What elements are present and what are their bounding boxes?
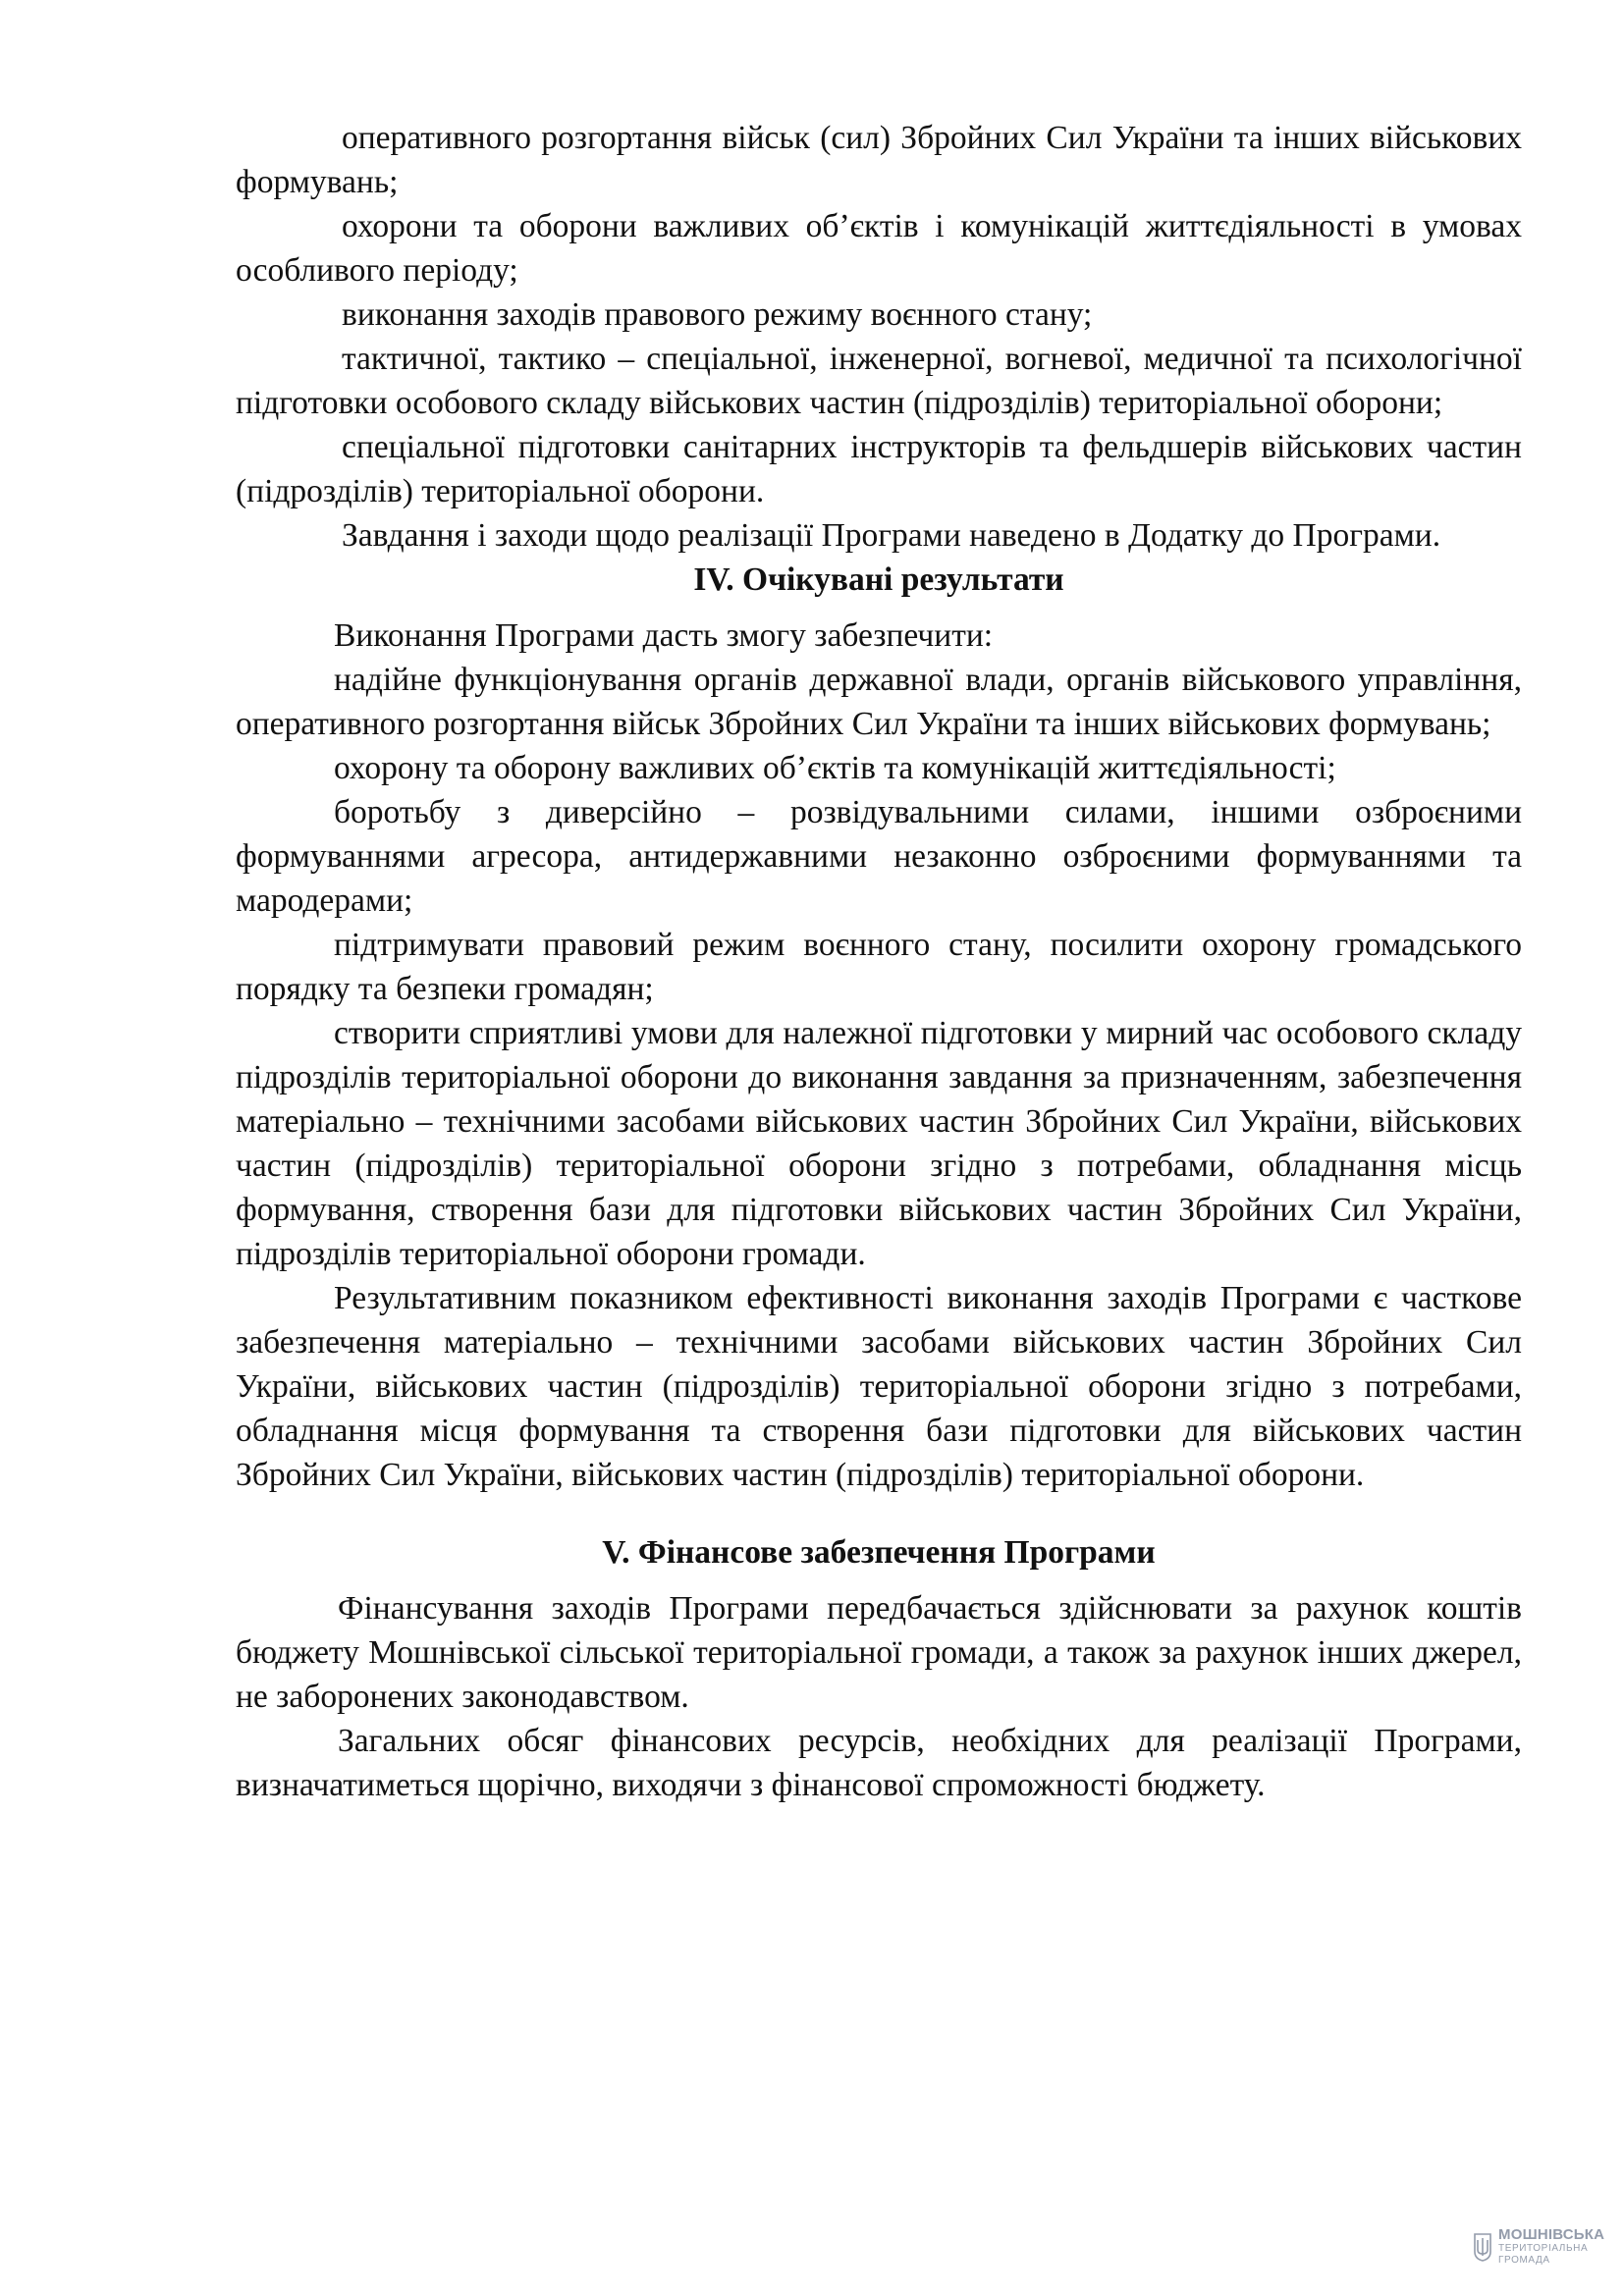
section4-item-5: створити сприятливі умови для належної підготовки у мирний час особового складу підрозділів територіальної оборони до виконання завдання за призначенням, забезпечення матеріально – технічними засобами військових частин Збройних Сил України, військових частин (підрозділів) територіальної оборони згідно з потребами, обладнання місць формування, створення бази для підготовки військових частин Збройних Сил України, підрозділів територіальної оборони громади.	[236, 1015, 1522, 1272]
section4-result-paragraph: Результативним показником ефективності виконання заходів Програми є часткове забезпечення матеріально – технічними засобами військових частин Збройних Сил України, військових частин (підрозділів) територіальної оборони згідно з потребами, обладнання місця формування та створення бази підготовки для військових частин Збройних Сил України, військових частин (підрозділів) територіальної оборони.	[236, 1280, 1522, 1493]
section5-heading: V. Фінансове забезпечення Програми	[602, 1534, 1156, 1571]
watermark-line-1: МОШНІВСЬКА	[1498, 2226, 1605, 2243]
watermark-line-2: ТЕРИТОРІАЛЬНА	[1498, 2243, 1589, 2254]
watermark-text	[1498, 2227, 1604, 2266]
section3-closing: Завдання і заходи щодо реалізації Програми наведено в Додатку до Програми.	[342, 517, 1441, 554]
document-page	[236, 116, 1522, 1807]
community-watermark	[1473, 2227, 1604, 2266]
section4-intro: Виконання Програми дасть змогу забезпечити:	[334, 617, 994, 654]
section3-item-5: спеціальної підготовки санітарних інструкторів та фельдшерів військових частин (підрозділів) територіальної оборони.	[236, 429, 1522, 509]
section4-item-2: охорону та оборону важливих об’єктів та комунікацій життєдіяльності;	[334, 750, 1336, 786]
section3-item-2: охорони та оборони важливих об’єктів і комунікацій життєдіяльності в умовах особливого періоду;	[236, 208, 1522, 289]
section3-item-4: тактичної, тактико – спеціальної, інженерної, вогневої, медичної та психологічної підготовки особового складу військових частин (підрозділів) територіальної оборони;	[236, 341, 1522, 421]
section3-item-1: оперативного розгортання військ (сил) Збройних Сил України та інших військових формувань;	[236, 120, 1522, 200]
section3-item-3: виконання заходів правового режиму воєнного стану;	[342, 296, 1093, 333]
section4-item-1: надійне функціонування органів державної влади, органів військового управління, оперативного розгортання військ Збройних Сил України та інших військових формувань;	[236, 662, 1522, 742]
section4-heading: IV. Очікувані результати	[693, 561, 1064, 598]
section5-paragraph-2: Загальних обсяг фінансових ресурсів, необхідних для реалізації Програми, визначатиметься щорічно, виходячи з фінансової спроможності бюджету.	[236, 1723, 1522, 1803]
section5-paragraph-1: Фінансування заходів Програми передбачається здійснювати за рахунок коштів бюджету Мошнівської сільської територіальної громади, а також за рахунок інших джерел, не заборонених законодавством.	[236, 1590, 1522, 1715]
watermark-line-3: ГРОМАДА	[1498, 2255, 1550, 2266]
section4-item-4: підтримувати правовий режим воєнного стану, посилити охорону громадського порядку та безпеки громадян;	[236, 927, 1522, 1007]
trident-icon	[1473, 2232, 1492, 2262]
section4-item-3: боротьбу з диверсійно – розвідувальними силами, іншими озброєними формуваннями агресора, антидержавними незаконно озброєними формуваннями та мародерами;	[236, 794, 1522, 919]
